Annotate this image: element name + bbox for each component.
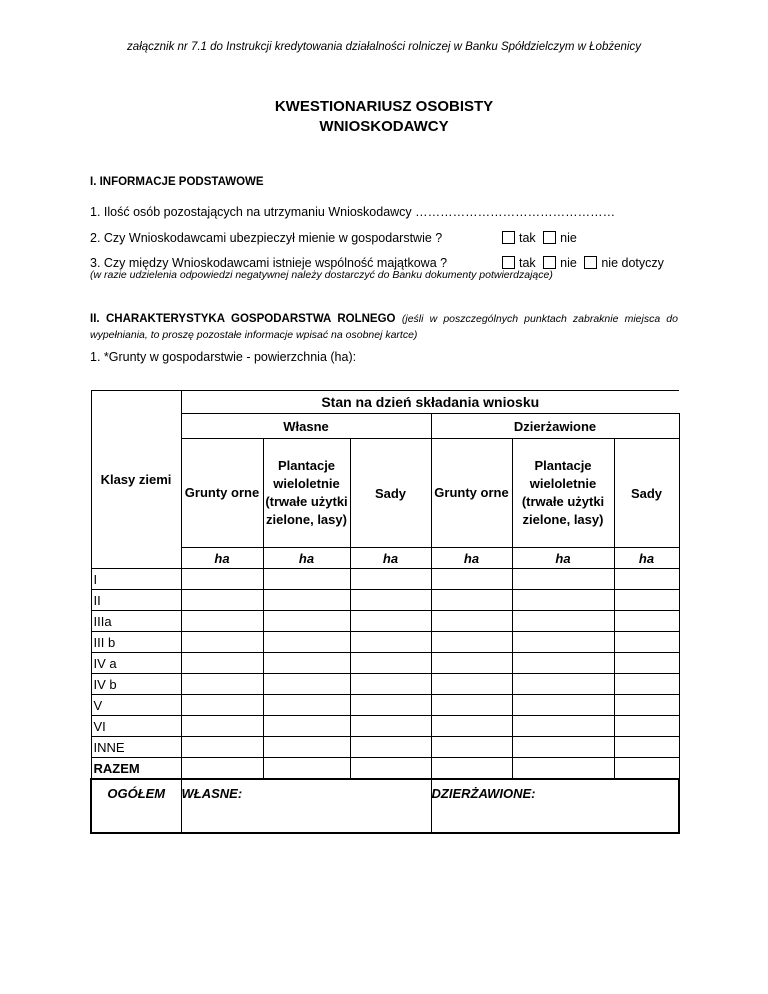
input-cell[interactable] (614, 674, 679, 695)
table-row (91, 716, 679, 737)
q3-nie-dotyczy-label: nie dotyczy (601, 256, 664, 270)
input-cell[interactable] (181, 737, 263, 758)
dzierzawione-sady-header: Sady (614, 439, 679, 548)
table-title: Stan na dzień składania wniosku (181, 391, 679, 414)
section-2-note: (jeśli w poszczególnych punktach zabraknie miejsca do wypełniania, to proszę pozostałe informacje wpisać na osobnej kartce) (90, 313, 678, 341)
klasy-ziemi-header: Klasy ziemi (91, 391, 181, 569)
input-cell[interactable] (263, 674, 350, 695)
row-label-razem: RAZEM (91, 758, 181, 780)
dzierzawione-total-field[interactable]: DZIERŻAWIONE: (431, 779, 679, 833)
question-2-options (502, 231, 581, 245)
section-2-question-1: 1. *Grunty w gospodarstwie - powierzchnia (ha): (90, 350, 357, 364)
input-cell[interactable] (350, 674, 431, 695)
input-cell[interactable] (431, 758, 512, 780)
input-cell[interactable] (181, 653, 263, 674)
input-cell[interactable] (431, 737, 512, 758)
table-row (91, 695, 679, 716)
input-cell[interactable] (181, 569, 263, 590)
q2-nie-checkbox[interactable] (543, 231, 556, 244)
row-label: IV a (91, 653, 181, 674)
ogolem-label: OGÓŁEM (91, 779, 181, 833)
input-cell[interactable] (263, 569, 350, 590)
input-cell[interactable] (431, 674, 512, 695)
wlasne-plantacje-header: Plantacje wieloletnie (trwałe użytki zielone, lasy) (263, 439, 350, 548)
input-cell[interactable] (431, 569, 512, 590)
input-cell[interactable] (263, 653, 350, 674)
input-cell[interactable] (614, 590, 679, 611)
q3-tak-label: tak (519, 256, 536, 270)
table-row (91, 632, 679, 653)
input-cell[interactable] (350, 737, 431, 758)
q3-nie-label: nie (560, 256, 577, 270)
input-cell[interactable] (181, 674, 263, 695)
input-cell[interactable] (614, 758, 679, 780)
unit-ha: ha (181, 548, 263, 569)
table-row (91, 674, 679, 695)
input-cell[interactable] (614, 716, 679, 737)
title-line-1: KWESTIONARIUSZ OSOBISTY (274, 98, 494, 115)
question-3-options (502, 256, 668, 270)
input-cell[interactable] (263, 611, 350, 632)
section-2-heading-block (90, 311, 678, 343)
row-label: II (91, 590, 181, 611)
unit-ha: ha (263, 548, 350, 569)
row-label: V (91, 695, 181, 716)
q3-nie-checkbox[interactable] (543, 256, 556, 269)
input-cell[interactable] (512, 653, 614, 674)
input-cell[interactable] (350, 611, 431, 632)
input-cell[interactable] (263, 758, 350, 780)
wlasne-header: Własne (181, 414, 431, 439)
input-cell[interactable] (263, 590, 350, 611)
row-label: IV b (91, 674, 181, 695)
unit-ha: ha (614, 548, 679, 569)
wlasne-total-field[interactable]: WŁASNE: (181, 779, 431, 833)
input-cell[interactable] (512, 611, 614, 632)
input-cell[interactable] (431, 632, 512, 653)
input-cell[interactable] (512, 674, 614, 695)
input-cell[interactable] (181, 716, 263, 737)
input-cell[interactable] (350, 590, 431, 611)
section-2-heading: II. CHARAKTERYSTYKA GOSPODARSTWA ROLNEGO (90, 313, 396, 325)
table-row-razem (91, 758, 679, 780)
row-label: I (91, 569, 181, 590)
input-cell[interactable] (431, 716, 512, 737)
input-cell[interactable] (431, 590, 512, 611)
dzierzawione-plantacje-header: Plantacje wieloletnie (trwałe użytki zielone, lasy) (512, 439, 614, 548)
table-row (91, 611, 679, 632)
input-cell[interactable] (350, 758, 431, 780)
input-cell[interactable] (263, 737, 350, 758)
input-cell[interactable] (431, 695, 512, 716)
input-cell[interactable] (263, 632, 350, 653)
row-label: VI (91, 716, 181, 737)
row-label: IIIa (91, 611, 181, 632)
q3-nie-dotyczy-checkbox[interactable] (584, 256, 597, 269)
input-cell[interactable] (614, 611, 679, 632)
q3-tak-checkbox[interactable] (502, 256, 515, 269)
input-cell[interactable] (181, 590, 263, 611)
input-cell[interactable] (181, 695, 263, 716)
wlasne-sady-header: Sady (350, 439, 431, 548)
input-cell[interactable] (181, 632, 263, 653)
question-3-note: (w razie udzielenia odpowiedzi negatywnej należy dostarczyć do Banku dokumenty potwierdzające) (90, 269, 553, 281)
row-label: III b (91, 632, 181, 653)
title-line-2: WNIOSKODAWCY (319, 118, 449, 135)
input-cell[interactable] (614, 653, 679, 674)
table-row (91, 653, 679, 674)
input-cell[interactable] (431, 611, 512, 632)
input-cell[interactable] (512, 737, 614, 758)
input-cell[interactable] (350, 716, 431, 737)
section-1-heading: I. INFORMACJE PODSTAWOWE (90, 176, 264, 188)
unit-ha: ha (431, 548, 512, 569)
dzierzawione-grunty-header: Grunty orne (431, 439, 512, 548)
q2-nie-label: nie (560, 231, 577, 245)
input-cell[interactable] (431, 653, 512, 674)
input-cell[interactable] (614, 695, 679, 716)
input-cell[interactable] (263, 716, 350, 737)
q2-tak-label: tak (519, 231, 536, 245)
input-cell[interactable] (263, 695, 350, 716)
document-title (0, 97, 768, 137)
unit-ha: ha (512, 548, 614, 569)
row-label: INNE (91, 737, 181, 758)
input-cell[interactable] (181, 611, 263, 632)
question-2: 2. Czy Wnioskodawcami ubezpieczył mienie w gospodarstwie ? (90, 231, 443, 245)
question-3: 3. Czy między Wnioskodawcami istnieje wspólność majątkowa ? (90, 256, 448, 270)
input-cell[interactable] (614, 569, 679, 590)
unit-ha: ha (350, 548, 431, 569)
page-header: załącznik nr 7.1 do Instrukcji kredytowania działalności rolniczej w Banku Spółdzielczym w Łobżenicy (127, 41, 641, 53)
input-cell[interactable] (350, 695, 431, 716)
input-cell[interactable] (512, 590, 614, 611)
input-cell[interactable] (512, 569, 614, 590)
land-table (90, 390, 680, 834)
table-row (91, 590, 679, 611)
input-cell[interactable] (512, 758, 614, 780)
table-row-ogolem (91, 779, 679, 833)
table-row (91, 569, 679, 590)
input-cell[interactable] (350, 569, 431, 590)
dzierzawione-header: Dzierżawione (431, 414, 679, 439)
input-cell[interactable] (181, 758, 263, 780)
input-cell[interactable] (350, 632, 431, 653)
input-cell[interactable] (512, 695, 614, 716)
question-1: 1. Ilość osób pozostających na utrzymaniu Wnioskodawcy ………………………………………… (90, 205, 616, 219)
input-cell[interactable] (512, 716, 614, 737)
input-cell[interactable] (614, 632, 679, 653)
input-cell[interactable] (512, 632, 614, 653)
table-row (91, 737, 679, 758)
wlasne-grunty-header: Grunty orne (181, 439, 263, 548)
input-cell[interactable] (350, 653, 431, 674)
input-cell[interactable] (614, 737, 679, 758)
q2-tak-checkbox[interactable] (502, 231, 515, 244)
